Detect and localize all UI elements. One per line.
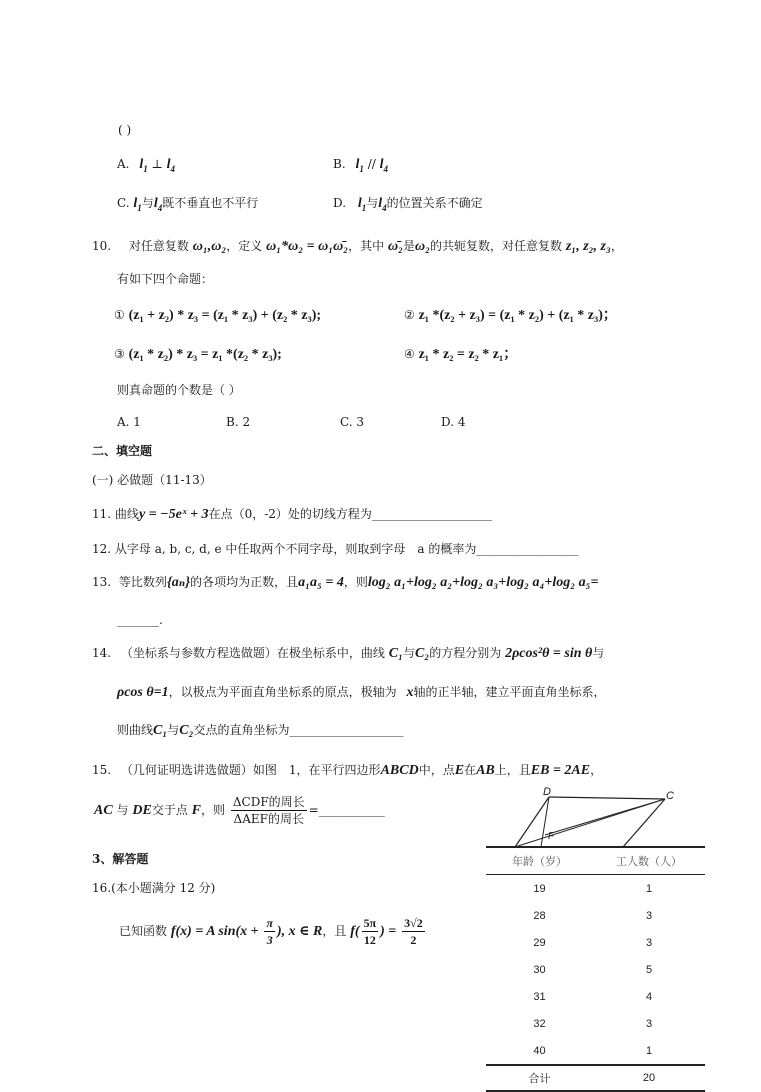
q14-line1: 14. （坐标系与参数方程选做题）在极坐标系中，曲线 C₁与C₂的方程分别为 2ρcos²θ = sin θ与: [92, 646, 605, 661]
q9-answer-bracket: ( ): [118, 123, 132, 137]
header-age: 年龄（岁）: [486, 847, 593, 875]
q15-line1: 15. （几何证明选讲选做题）如图 1，在平行四边形ABCD中，点E在AB上，且EB = 2AE，: [92, 763, 603, 778]
q15-line2: AC 与 DE交于点 F，则 $\frac{\text{ΔCDF的周长}}{\text{ΔAEF的周长}}$ =___________: [94, 795, 385, 826]
q10-prop-2: ② z₁ *(z₂ + z₃) = (z₁ * z₂) + (z₁ * z₃)；: [404, 308, 617, 323]
q9-option-c: C. $l_1$与$l_4$既不垂直也不平行: [117, 196, 259, 213]
table-row: 31 4: [533, 990, 653, 1003]
label-d: D: [543, 786, 551, 798]
q12: 12. 从字母 a, b, c, d, e 中任取两个不同字母，则取到字母 a 的概率为_________________: [92, 542, 579, 556]
q13-blank: _______.: [117, 613, 163, 627]
q10-prop-3: ③ (z₁ * z₂) * z₃ = z₁ *(z₂ * z₃);: [114, 347, 282, 362]
segment-dc: [549, 797, 665, 799]
segment-da: [515, 797, 549, 847]
q16-header: 16.(本小题满分 12 分): [92, 881, 216, 895]
q10-option-b: B. 2: [226, 415, 251, 429]
table-row: 40 1: [533, 1044, 653, 1057]
q10-question: 则真命题的个数是（ ）: [117, 383, 241, 397]
q10-option-a: A. 1: [117, 415, 141, 429]
q14-line2: ρcos θ=1，以极点为平面直角坐标系的原点，极轴为 x轴的正半轴，建立平面直角坐标系，: [117, 685, 606, 700]
label-c: C: [666, 790, 674, 802]
parallelogram-figure: [505, 785, 695, 847]
table-row: 19 1: [533, 882, 653, 895]
q15-frac-denominator: ΔAEF的周长: [233, 812, 304, 826]
table-row: 32 3: [533, 1017, 653, 1030]
q9-option-d: D. $l_1$与$l_4$的位置关系不确定: [333, 196, 483, 213]
q13: 13. 等比数列{aₙ}的各项均为正数，且a₁a₅ = 4，则log₂ a₁+log₂ a₂+log₂ a₃+log₂ a₄+log₂ a₅=: [92, 575, 599, 590]
section-2-subtitle: (一) 必做题（11-13）: [92, 473, 212, 487]
q9-option-b: B. $l_1 // l_4$: [333, 157, 388, 174]
q16-stem: 已知函数 f(x) = A sin(x + $\frac{\pi}{3}$ ), x ∈ R，且 f( $\frac{5\pi}{12}$ ) = $\frac{3√2}{2}$: [119, 916, 423, 947]
section-3-title: 3、解答题: [92, 852, 149, 866]
header-workers: 工人数（人）: [593, 847, 705, 875]
footer-total-value: 20: [593, 1065, 705, 1091]
q10-stem: 10. 对任意复数 ω₁,ω₂，定义 ω₁*ω₂ = ω₁ω̄₂，其中 ω̄₂是ω₂的共轭复数，对任意复数 z₁, z₂, z₃，: [92, 239, 623, 254]
q10-option-d: D. 4: [441, 415, 466, 429]
footer-total-label: 合计: [486, 1065, 593, 1091]
q10-option-c: C. 3: [340, 415, 365, 429]
section-2-title: 二、填空题: [92, 444, 153, 458]
table-row: 30 5: [533, 963, 653, 976]
table-row: 28 3: [533, 909, 653, 922]
label-f: F: [548, 831, 555, 842]
q11: 11. 曲线y = −5eˣ + 3在点（0，-2）处的切线方程为____________________: [92, 507, 492, 522]
table-header-row: [486, 847, 705, 875]
age-workers-table: [486, 846, 705, 1092]
q14-line3: 则曲线C₁与C₂交点的直角坐标为___________________: [117, 723, 404, 738]
q10-prop-4: ④ z₁ * z₂ = z₂ * z₁；: [404, 347, 518, 362]
q15-frac-numerator: ΔCDF的周长: [232, 795, 305, 809]
table-footer-row: [486, 1065, 705, 1091]
q10-line2: 有如下四个命题：: [117, 272, 214, 286]
q9-option-a: A. $l_1$ ⊥ $l_4$: [117, 157, 176, 174]
segment-fc: [545, 799, 665, 835]
q10-prop-1: ① (z₁ + z₂) * z₃ = (z₁ * z₃) + (z₂ * z₃);: [114, 308, 322, 323]
table-row: 29 3: [533, 936, 653, 949]
